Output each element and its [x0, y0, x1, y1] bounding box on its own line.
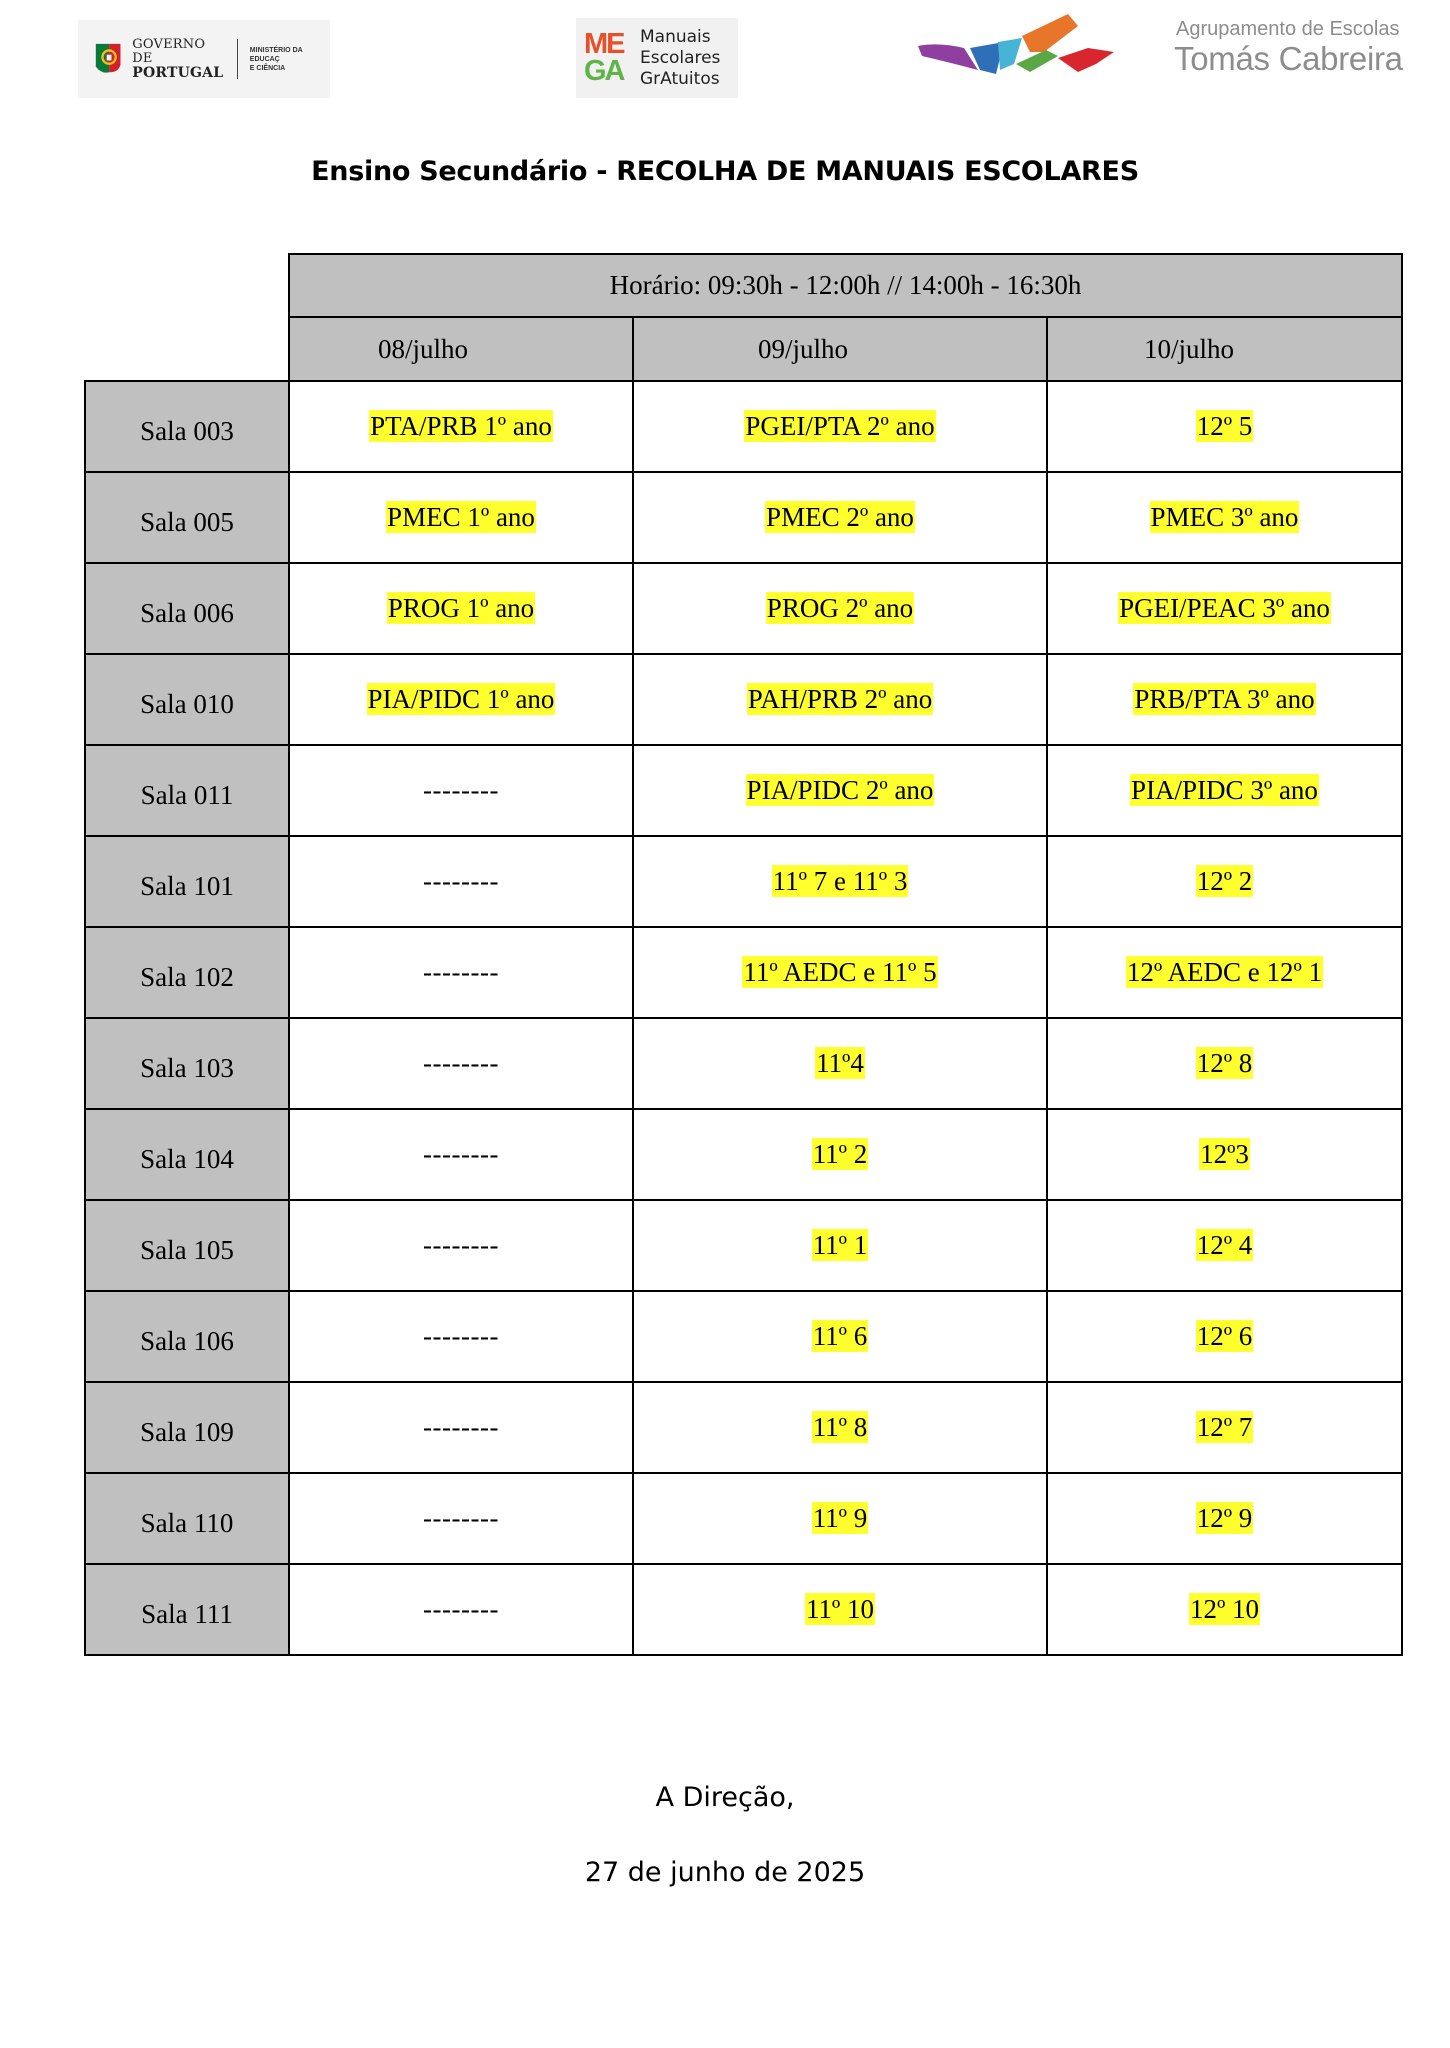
schedule-cell-day2 — [633, 1382, 1047, 1473]
portugal-shield-icon — [92, 39, 124, 79]
class-group-label: 12º 6 — [1196, 1321, 1253, 1351]
class-group-label: 12º 8 — [1196, 1048, 1253, 1078]
table-row — [85, 1564, 1402, 1655]
class-group-label: 11º 2 — [812, 1139, 868, 1169]
room-label: Sala 101 — [140, 871, 234, 901]
class-group-label: PMEC 1º ano — [387, 502, 535, 532]
class-group-label: 11º 1 — [812, 1230, 868, 1260]
empty-slot: -------- — [423, 1139, 499, 1169]
schedule-cell-day3 — [1047, 1200, 1402, 1291]
title-part1: Ensino Secundário - — [311, 156, 617, 187]
class-group-label: PGEI/PEAC 3º ano — [1119, 593, 1330, 623]
schedule-cell-day1 — [289, 1382, 633, 1473]
day-header-2 — [633, 317, 1047, 381]
signature: A Direção, — [655, 1782, 795, 1813]
corner-blank — [85, 254, 289, 317]
ministry-text — [250, 46, 330, 73]
schedule-cell-day3 — [1047, 381, 1402, 472]
room-cell — [85, 1564, 289, 1655]
room-cell — [85, 1200, 289, 1291]
gov-line1: GOVERNO DE — [132, 37, 206, 66]
class-group-label: 12º 2 — [1196, 866, 1253, 896]
government-logo — [78, 20, 330, 98]
empty-slot: -------- — [423, 1230, 499, 1260]
empty-slot: -------- — [423, 1412, 499, 1442]
room-label: Sala 011 — [140, 780, 234, 810]
table-row — [85, 381, 1402, 472]
days-header-row — [85, 317, 1402, 381]
mega-word1: Manuais — [640, 26, 711, 47]
schedule-cell-day1 — [289, 1109, 633, 1200]
table-row — [85, 927, 1402, 1018]
schedule-cell-day2 — [633, 1200, 1047, 1291]
day-label-2: 09/julho — [758, 333, 849, 364]
class-group-label: PMEC 3º ano — [1150, 502, 1299, 532]
empty-slot: -------- — [423, 866, 499, 896]
document-date: 27 de junho de 2025 — [584, 1857, 866, 1888]
mega-word3: GrAtuitos — [640, 68, 720, 89]
table-row — [85, 1382, 1402, 1473]
class-group-label: PRB/PTA 3º ano — [1134, 684, 1315, 714]
empty-slot: -------- — [423, 1321, 499, 1351]
mega-logo — [576, 18, 738, 98]
mega-mark-bottom: GA — [584, 55, 624, 87]
class-group-label: PMEC 2º ano — [766, 502, 914, 532]
class-group-label: 11º 6 — [812, 1321, 868, 1351]
room-label: Sala 003 — [140, 416, 234, 446]
gov-divider — [237, 39, 238, 79]
class-group-label: 12º 7 — [1196, 1412, 1253, 1442]
class-group-label: PROG 1º ano — [387, 593, 535, 623]
class-group-label: 11º 9 — [812, 1503, 868, 1533]
empty-slot: -------- — [423, 957, 499, 987]
room-label: Sala 006 — [140, 598, 234, 628]
schedule-cell-day1 — [289, 654, 633, 745]
table-row — [85, 745, 1402, 836]
class-group-label: 11º4 — [816, 1048, 864, 1078]
class-group-label: PROG 2º ano — [766, 593, 914, 623]
class-group-label: 12º 9 — [1196, 1503, 1253, 1533]
schedule-cell-day3 — [1047, 1473, 1402, 1564]
table-row — [85, 1291, 1402, 1382]
school-logo-line2: Tomás Cabreira — [1174, 40, 1403, 77]
schedule-cell-day2 — [633, 1109, 1047, 1200]
schedule-cell-day3 — [1047, 836, 1402, 927]
schedule-cell-day3 — [1047, 745, 1402, 836]
class-group-label: 11º 7 e 11º 3 — [772, 866, 908, 896]
ministry-line1: MINISTÉRIO DA EDUCAÇ — [249, 46, 303, 63]
schedule-cell-day2 — [633, 1564, 1047, 1655]
schedule-hours: Horário: 09:30h - 12:00h // 14:00h - 16:30h — [289, 254, 1402, 317]
schedule-cell-day1 — [289, 381, 633, 472]
schedule-cell-day1 — [289, 1564, 633, 1655]
room-cell — [85, 381, 289, 472]
room-label: Sala 110 — [140, 1508, 234, 1538]
class-group-label: PIA/PIDC 2º ano — [746, 775, 934, 805]
room-cell — [85, 1018, 289, 1109]
schedule-cell-day1 — [289, 1200, 633, 1291]
class-group-label: 11º 10 — [805, 1594, 875, 1624]
table-row — [85, 654, 1402, 745]
class-group-label: PIA/PIDC 3º ano — [1131, 775, 1318, 805]
table-row — [85, 472, 1402, 563]
table-row — [85, 836, 1402, 927]
room-cell — [85, 1473, 289, 1564]
day-label-1: 08/julho — [378, 333, 469, 364]
room-cell — [85, 1382, 289, 1473]
schedule-cell-day3 — [1047, 1382, 1402, 1473]
room-cell — [85, 836, 289, 927]
empty-slot: -------- — [423, 775, 499, 805]
room-cell — [85, 654, 289, 745]
day-header-1 — [289, 317, 633, 381]
schedule-cell-day1 — [289, 745, 633, 836]
empty-slot: -------- — [423, 1048, 499, 1078]
room-label: Sala 106 — [140, 1326, 234, 1356]
room-label: Sala 010 — [140, 689, 234, 719]
empty-slot: -------- — [423, 1503, 499, 1533]
room-cell — [85, 1291, 289, 1382]
schedule-cell-day1 — [289, 472, 633, 563]
schedule-cell-day3 — [1047, 654, 1402, 745]
class-group-label: 12º 5 — [1196, 411, 1253, 441]
table-row — [85, 1473, 1402, 1564]
schedule-cell-day1 — [289, 836, 633, 927]
page-title — [0, 156, 1450, 187]
school-brushstroke-icon — [918, 12, 1138, 102]
room-cell — [85, 563, 289, 654]
schedule-cell-day1 — [289, 927, 633, 1018]
corner-blank-2 — [85, 317, 289, 381]
schedule-cell-day2 — [633, 381, 1047, 472]
room-cell — [85, 745, 289, 836]
schedule-cell-day1 — [289, 1291, 633, 1382]
mega-words — [640, 27, 720, 90]
room-label: Sala 103 — [140, 1053, 234, 1083]
room-label: Sala 105 — [140, 1235, 234, 1265]
schedule-cell-day2 — [633, 927, 1047, 1018]
table-row — [85, 563, 1402, 654]
schedule-cell-day2 — [633, 836, 1047, 927]
mega-word2: Escolares — [640, 47, 721, 68]
room-cell — [85, 1109, 289, 1200]
mega-mark-top: ME — [584, 28, 624, 60]
table-row — [85, 1018, 1402, 1109]
class-group-label: 12º3 — [1200, 1139, 1249, 1169]
schedule-cell-day2 — [633, 654, 1047, 745]
mega-mark — [584, 28, 636, 87]
schedule-cell-day2 — [633, 745, 1047, 836]
class-group-label: 12º 4 — [1196, 1230, 1253, 1260]
room-label: Sala 104 — [140, 1144, 234, 1174]
schedule-table — [84, 253, 1403, 1656]
schedule-cell-day2 — [633, 472, 1047, 563]
table-row — [85, 1109, 1402, 1200]
class-group-label: PGEI/PTA 2º ano — [745, 411, 935, 441]
schedule-cell-day3 — [1047, 472, 1402, 563]
schedule-cell-day2 — [633, 1473, 1047, 1564]
table-row — [85, 1200, 1402, 1291]
gov-logo-text — [132, 38, 225, 80]
class-group-label: 12º AEDC e 12º 1 — [1126, 957, 1323, 987]
schedule-cell-day3 — [1047, 1564, 1402, 1655]
class-group-label: PIA/PIDC 1º ano — [367, 684, 555, 714]
schedule-cell-day2 — [633, 563, 1047, 654]
room-label: Sala 005 — [140, 507, 234, 537]
schedule-cell-day2 — [633, 1018, 1047, 1109]
class-group-label: 11º AEDC e 11º 5 — [743, 957, 937, 987]
class-group-label: 11º 8 — [812, 1412, 868, 1442]
schedule-cell-day2 — [633, 1291, 1047, 1382]
room-cell — [85, 927, 289, 1018]
class-group-label: PAH/PRB 2º ano — [747, 684, 933, 714]
school-logo — [918, 12, 1403, 102]
schedule-body — [85, 381, 1402, 1655]
room-label: Sala 102 — [140, 962, 234, 992]
room-label: Sala 109 — [140, 1417, 234, 1447]
school-logo-line1: Agrupamento de Escolas — [1176, 18, 1400, 40]
day-header-3 — [1047, 317, 1402, 381]
room-label: Sala 111 — [141, 1599, 233, 1629]
class-group-label: 12º 10 — [1189, 1594, 1260, 1624]
schedule-cell-day3 — [1047, 563, 1402, 654]
day-label-3: 10/julho — [1144, 333, 1235, 364]
room-cell — [85, 472, 289, 563]
title-part2: RECOLHA DE MANUAIS ESCOLARES — [616, 156, 1139, 187]
class-group-label: PTA/PRB 1º ano — [370, 411, 552, 441]
schedule-cell-day1 — [289, 1018, 633, 1109]
schedule-cell-day3 — [1047, 927, 1402, 1018]
schedule-cell-day1 — [289, 563, 633, 654]
schedule-cell-day3 — [1047, 1109, 1402, 1200]
schedule-cell-day1 — [289, 1473, 633, 1564]
schedule-cell-day3 — [1047, 1291, 1402, 1382]
ministry-line2: E CIÊNCIA — [249, 64, 286, 72]
schedule-cell-day3 — [1047, 1018, 1402, 1109]
empty-slot: -------- — [423, 1594, 499, 1624]
schedule-header-row — [85, 254, 1402, 317]
gov-line2: PORTUGAL — [132, 65, 224, 81]
